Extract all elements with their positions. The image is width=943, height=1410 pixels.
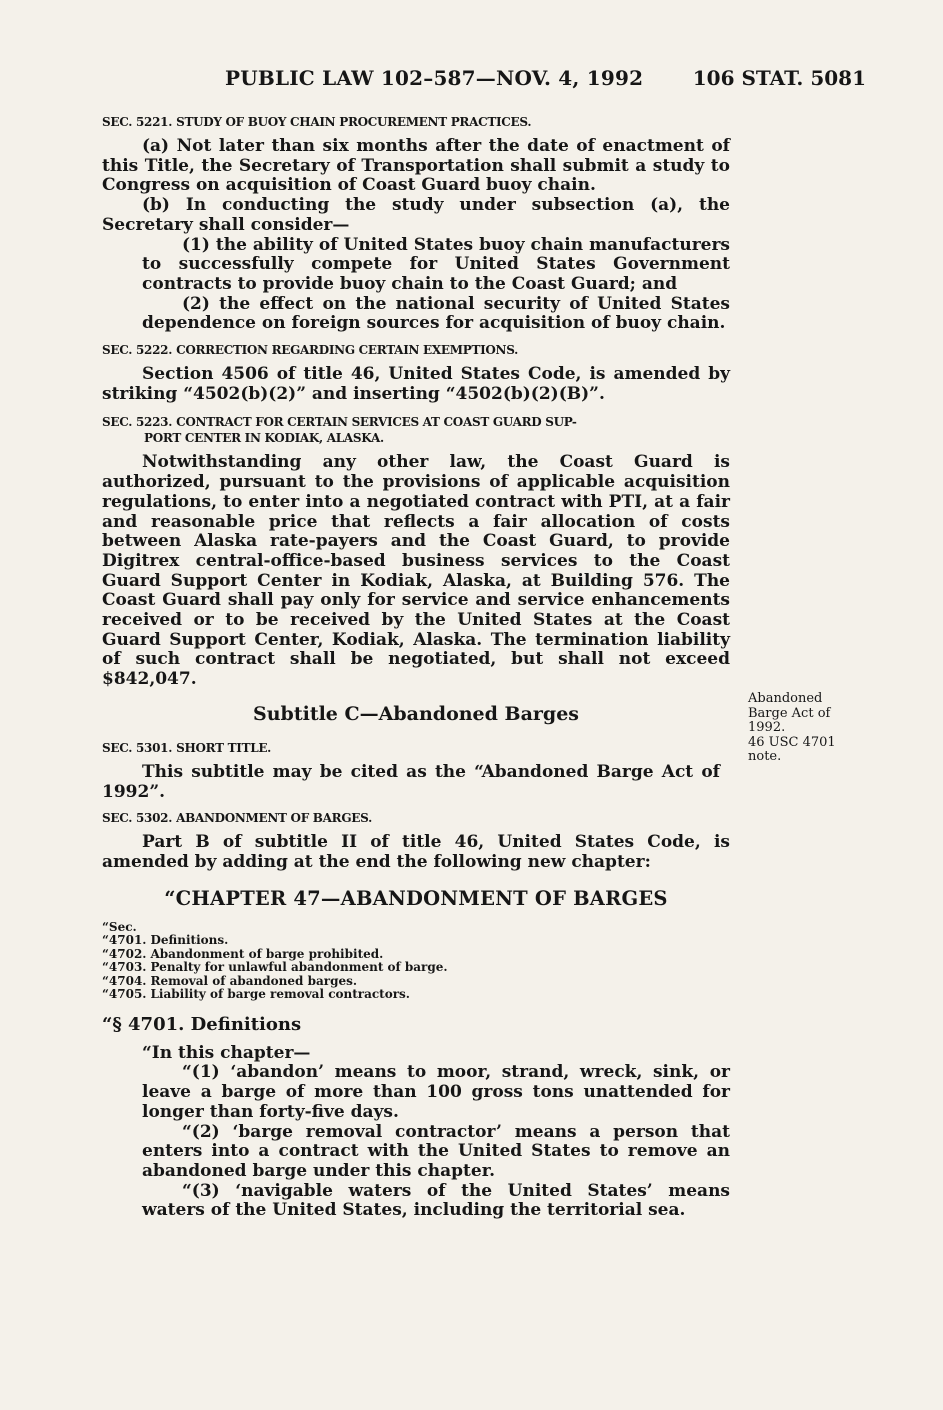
definition-3 [102, 1182, 730, 1221]
section-4701-title: “§ 4701. Definitions [102, 1013, 302, 1035]
definition-1 [102, 1063, 730, 1122]
section-title-cont: PORT CENTER IN KODIAK, ALASKA. [144, 431, 384, 446]
paragraph-5221-a: (a) Not later than six months after the date of enactment of this Title, the Secretary of Transportation shall submit a study to Congress on acquisition of Coast Guard buoy chain. [102, 136, 730, 196]
margin-note-line: Barge Act of [748, 705, 831, 721]
definition-text: “(3) ‘navigable waters of the United States’ means waters of the United States, including the territorial sea. [142, 1180, 730, 1221]
paragraph-5301: This subtitle may be cited as the “Abandoned Barge Act of 1992”. [102, 761, 720, 802]
section-heading-5301 [102, 736, 730, 760]
section-title: STUDY OF BUOY CHAIN PROCUREMENT PRACTICES. [176, 115, 532, 129]
margin-note-line: 1992. [748, 720, 786, 735]
margin-note-line: note. [748, 749, 782, 764]
toc-item-label: Removal of abandoned barges. [150, 973, 358, 988]
definition-2 [102, 1123, 730, 1182]
section-title: SHORT TITLE. [176, 740, 272, 755]
margin-note-line: 46 USC 4701 [748, 734, 836, 750]
section-title: CONTRACT FOR CERTAIN SERVICES AT COAST GUARD SUP- [176, 415, 577, 430]
paragraph-5221-b: (b) In conducting the study under subsection (a), the Secretary shall consider— [102, 195, 730, 235]
section-number: SEC. 5302. [102, 811, 173, 826]
toc-item-number: “4701. [102, 933, 147, 948]
section-heading-5222 [102, 338, 730, 362]
margin-note-line: Abandoned [748, 691, 823, 706]
paragraph-5222: Section 4506 of title 46, United States Code, is amended by striking “4502(b)(2)” and inserting “4502(b)(2)(B)”. [102, 364, 730, 404]
section-number: SEC. 5301. [102, 740, 173, 755]
toc-item [102, 961, 730, 975]
toc-item [102, 934, 730, 948]
toc-item-number: “4705. [102, 987, 147, 1002]
section-heading-5223 [102, 410, 730, 450]
section-heading-5221 [102, 110, 730, 134]
section-title: ABANDONMENT OF BARGES. [176, 811, 372, 826]
toc-item-label: Penalty for unlawful abandonment of barge. [150, 960, 448, 975]
section-number: SEC. 5222. [102, 343, 173, 358]
main-column [102, 110, 730, 1221]
definition-text: “(1) ‘abandon’ means to moor, strand, wreck, sink, or leave a barge of more than 100 gross tons unattended for longer than forty-five days. [142, 1062, 730, 1122]
toc-item-number: “4703. [102, 960, 147, 975]
running-head: PUBLIC LAW 102–587—NOV. 4, 1992 [225, 66, 644, 90]
margin-note [748, 692, 858, 765]
page-header [100, 66, 868, 96]
toc-item-number: “4704. [102, 973, 147, 988]
toc-item [102, 948, 730, 962]
toc-item [102, 988, 730, 1002]
toc-item-label: Abandonment of barge prohibited. [150, 946, 384, 961]
toc-item-label: Liability of barge removal contractors. [150, 987, 410, 1002]
chapter-table-of-contents [102, 921, 730, 1002]
paragraph-5223: Notwithstanding any other law, the Coast Guard is authorized, pursuant to the provisions of applicable acquisition regulations, to enter into a negotiated contract with PTI, at a fair and reasonable price that reflects a fair allocation of costs between Alaska rate-payers and the Coast Guard, to provide Digitrex central-office-based business services to the Coast Guard Support Center in Kodiak, Alaska, at Building 576. The Coast Guard shall pay only for service and service enhancements received or to be received by the United States at the Coast Guard Support Center, Kodiak, Alaska. The termination liability of such contract shall be negotiated, but shall not exceed $842,047. [102, 452, 730, 690]
section-number: SEC. 5221. [102, 115, 173, 129]
toc-item [102, 975, 730, 989]
definition-text: “(2) ‘barge removal contractor’ means a person that enters into a contract with the United States to remove an abandoned barge under this chapter. [142, 1121, 730, 1181]
paragraph-5221-b1: (1) the ability of United States buoy chain manufacturers to successfully compete for United States Government contracts to provide buoy chain to the Coast Guard; and [142, 234, 730, 294]
toc-item-number: “4702. [102, 946, 147, 961]
toc-heading: “Sec. [102, 919, 137, 934]
stat-page-number: 106 STAT. 5081 [692, 66, 866, 90]
paragraph-5221-b2: (2) the effect on the national security of United States dependence on foreign sources for acquisition of buoy chain. [142, 293, 730, 334]
chapter-heading: “CHAPTER 47—ABANDONMENT OF BARGES [164, 886, 668, 910]
subtitle-heading: Subtitle C—Abandoned Barges [253, 702, 579, 725]
paragraph-4701-intro: “In this chapter— [142, 1042, 311, 1063]
section-title: CORRECTION REGARDING CERTAIN EXEMPTIONS. [176, 343, 519, 358]
section-heading-5302 [102, 806, 730, 830]
section-number: SEC. 5223. [102, 415, 173, 430]
paragraph-5302: Part B of subtitle II of title 46, United States Code, is amended by adding at the end the following new chapter: [102, 832, 730, 872]
toc-item-label: Definitions. [150, 933, 229, 948]
